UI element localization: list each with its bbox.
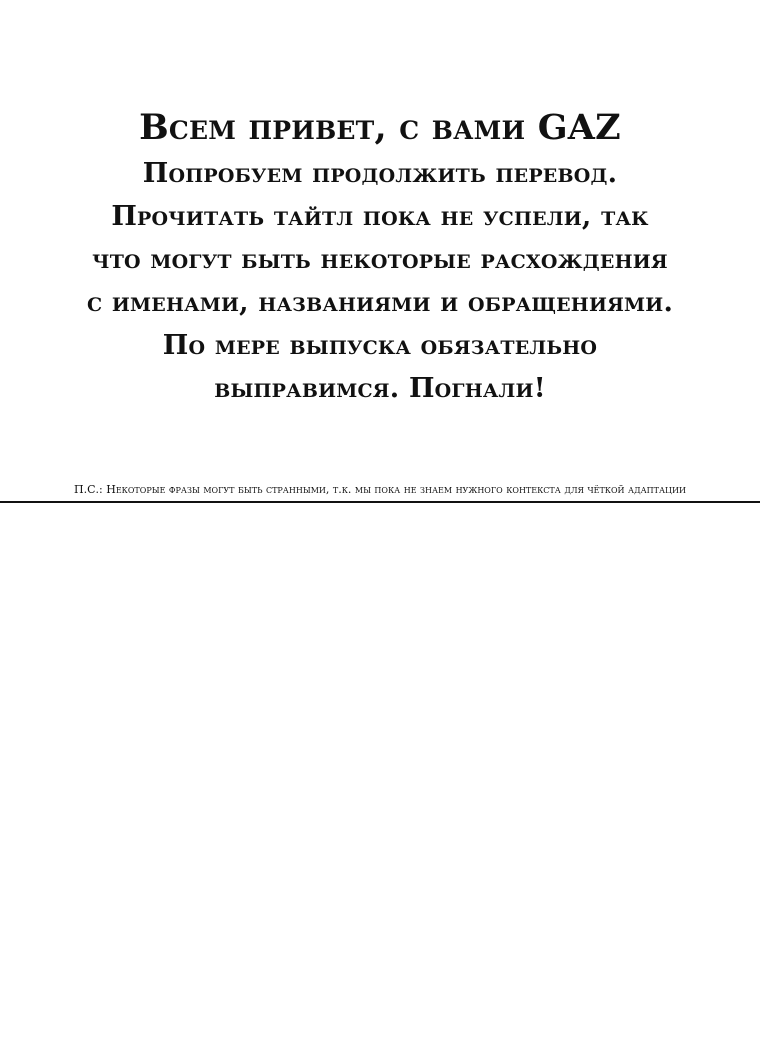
intro-line-3: что могут быть некоторые расхождения [92, 244, 668, 275]
page-title: Всем привет, с вами GAZ [139, 107, 621, 148]
postscript-note: П.С.: Некоторые фразы могут быть странными, т.к. мы пока не знаем нужного контекста для чёткой адаптации [74, 483, 686, 496]
intro-block [0, 104, 760, 410]
intro-line-6: выправимся. Погнали! [214, 373, 546, 404]
intro-line-1: Попробуем продолжить перевод. [142, 158, 618, 189]
intro-line-4: с именами, названиями и обращениями. [86, 287, 674, 318]
intro-line-5: По мере выпуска обязательно [162, 330, 598, 361]
horizontal-divider [0, 501, 760, 503]
intro-line-2: Прочитать тайтл пока не успели, так [111, 201, 649, 232]
